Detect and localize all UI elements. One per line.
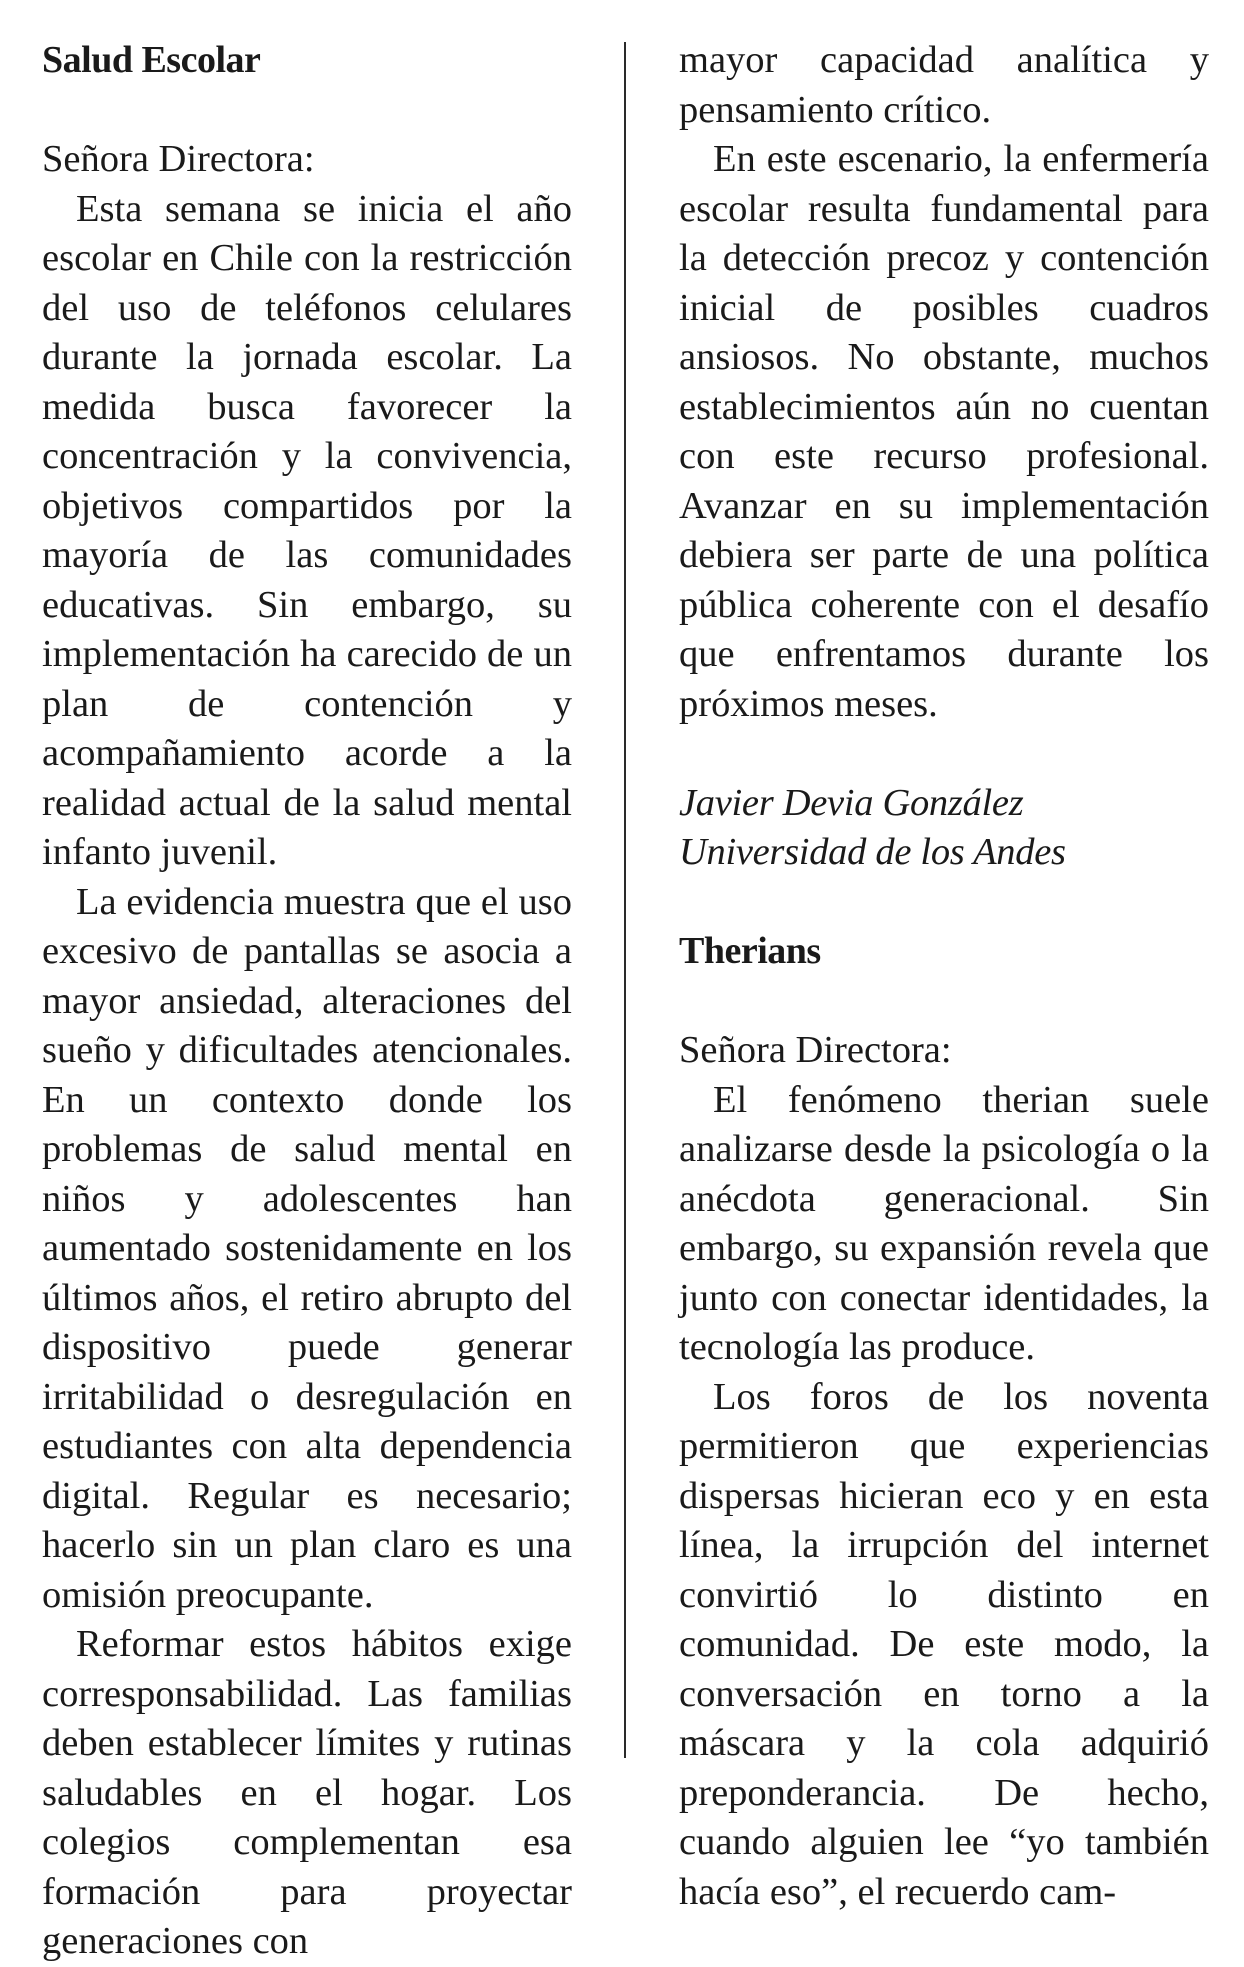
left-column [42, 36, 572, 1967]
spacer [679, 878, 1209, 928]
spacer [679, 977, 1209, 1027]
salutation: Señora Directora: [42, 138, 315, 180]
spacer [679, 729, 1209, 779]
letter-paragraph: En este escenario, la enfermería escolar resulta fundamental para la detección precoz y contención inicial de posibles cuadros ansiosos. No obstante, muchos establecimientos aún no cuentan con este recurso profesional. Avanzar en su implementación debiera ser parte de una política pública coherente con el desafío que enfrentamos durante los próximos meses. [679, 138, 1209, 725]
column-divider [624, 42, 626, 1758]
salutation: Señora Directora: [679, 1029, 952, 1071]
author-affiliation: Universidad de los Andes [679, 831, 1066, 873]
letter-paragraph: El fenómeno therian suele analizarse desde la psicología o la anécdota generacional. Sin embargo, su expansión revela que junto con conectar identidades, la tecnología las produce. [679, 1078, 1209, 1368]
letter-title: Therians [679, 930, 821, 972]
spacer [42, 86, 572, 136]
letter-paragraph: Esta semana se inicia el año escolar en Chile con la restricción del uso de teléfonos celulares durante la jornada escolar. La medida busca favorecer la concentración y la convivencia, objetivos compartidos por la mayoría de las comunidades educativas. Sin embargo, su implementación ha carecido de un plan de contención y acompañamiento acorde a la realidad actual de la salud mental infanto juvenil. [42, 187, 572, 873]
letter-paragraph: La evidencia muestra que el uso excesivo de pantallas se asocia a mayor ansiedad, alteraciones del sueño y dificultades atencionales. En un contexto donde los problemas de salud mental en niños y adolescentes han aumentado sostenidamente en los últimos años, el retiro abrupto del dispositivo puede generar irritabilidad o desregulación en estudiantes con alta dependencia digital. Regular es necesario; hacerlo sin un plan claro es una omisión preocupante. [42, 880, 572, 1616]
letter-paragraph-continued: mayor capacidad analítica y pensamiento crítico. [679, 39, 1209, 131]
letter-paragraph: Reformar estos hábitos exige corresponsabilidad. Las familias deben establecer límites y rutinas saludables en el hogar. Los colegios complementan esa formación para proyectar generaciones con [42, 1623, 572, 1962]
letter-title: Salud Escolar [42, 39, 261, 81]
author-name: Javier Devia González [679, 781, 1024, 824]
right-column [679, 36, 1209, 1917]
letter-paragraph: Los foros de los noventa permitieron que experiencias dispersas hicieran eco y en esta línea, la irrupción del internet convirtió lo distinto en comunidad. De este modo, la conversación en torno a la máscara y la cola adquirió preponderancia. De hecho, cuando alguien lee “yo también hacía eso”, el recuerdo cam- [679, 1375, 1209, 1913]
